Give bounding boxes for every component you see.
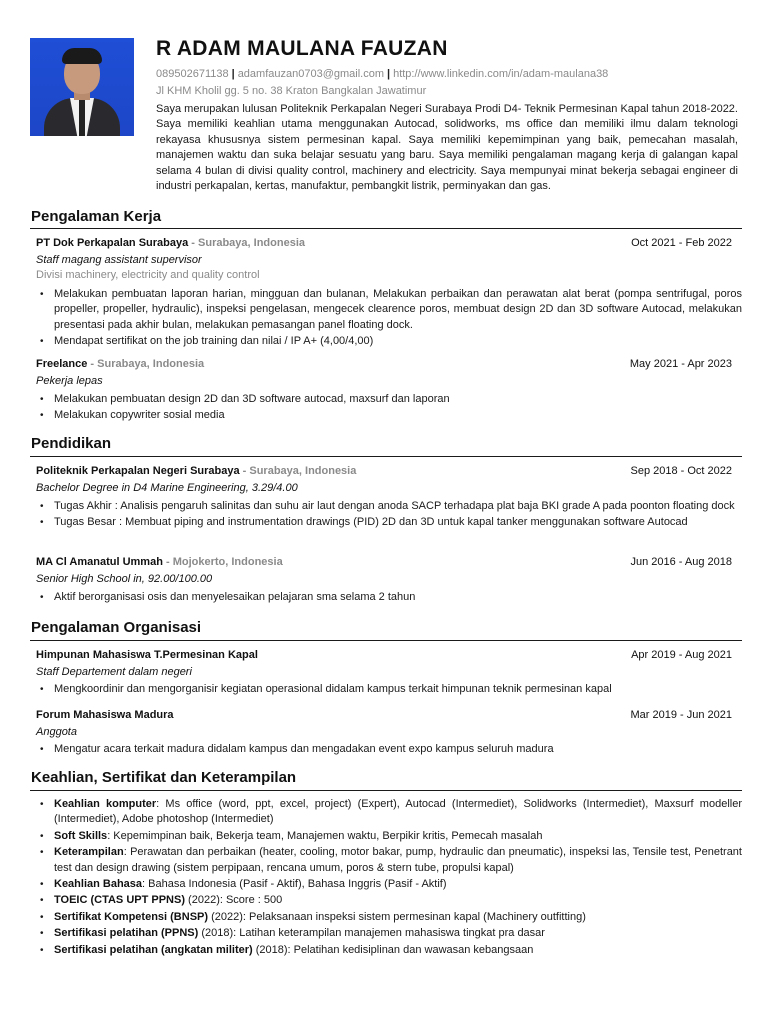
entry-header — [36, 709, 732, 724]
entry-role: Staff Departement dalam negeri — [36, 666, 192, 678]
entry-organization: MA Cl Amanatul Ummah — [36, 556, 163, 568]
entry-bullets — [36, 742, 742, 758]
entry-header — [36, 649, 732, 664]
contact-line — [156, 68, 608, 80]
section-title-education: Pendidikan — [31, 435, 112, 452]
full-name: R ADAM MAULANA FAUZAN — [156, 37, 448, 60]
list-item — [36, 877, 742, 892]
separator: | — [387, 68, 391, 80]
skill-label: Keahlian Bahasa — [54, 878, 143, 891]
entry-organization: PT Dok Perkapalan Surabaya — [36, 237, 189, 249]
list-item: • Tugas Akhir : Analisis pengaruh salinitas dan suhu air laut dengan anoda SACP terhadapa plat baja BKI grade A pada poonton floating dock — [36, 499, 742, 514]
entry-role: Bachelor Degree in D4 Marine Engineering, 3.29/4.00 — [36, 482, 298, 494]
entry-location: - Mojokerto, Indonesia — [162, 556, 283, 568]
entry-location: - Surabaya, Indonesia — [188, 237, 305, 249]
entry-organization: Politeknik Perkapalan Negeri Surabaya — [36, 465, 240, 477]
entry-date: Sep 2018 - Oct 2022 — [630, 465, 732, 477]
section-divider — [30, 640, 742, 641]
section-title-skills: Keahlian, Sertifikat dan Keterampilan — [31, 769, 297, 786]
entry-date: May 2021 - Apr 2023 — [629, 358, 732, 370]
entry-bullets — [36, 392, 742, 425]
entry-role: Anggota — [36, 726, 77, 738]
skill-label: Soft Skills — [54, 829, 108, 842]
skill-text: (2022): Pelaksanaan inspeksi sistem permesinan kapal (Machinery outfitting) — [208, 910, 586, 923]
list-item — [36, 893, 742, 908]
section-divider — [30, 228, 742, 229]
entry-bullets — [36, 287, 742, 351]
list-item — [36, 845, 742, 876]
email-link[interactable]: adamfauzan0703@gmail.com — [237, 68, 384, 80]
entry-bullets — [36, 499, 742, 532]
list-item: • Mendapat sertifikat on the job training dan nilai / IP A+ (4,00/4,00) — [36, 334, 742, 349]
entry-organization: Freelance — [36, 358, 88, 370]
skill-text: : Ms office (word, ppt, excel, project) (Expert), Autocad (Intermediet), Solidworks (Intermediet), Maxsurf modeller (Intermediet), Adobe photoshop (Intermediet) — [54, 798, 742, 826]
skill-label: Sertifikasi pelatihan (PPNS) — [54, 927, 199, 940]
list-item — [36, 926, 742, 941]
profile-summary: Saya merupakan lulusan Politeknik Perkapalan Negeri Surabaya Prodi D4- Teknik Permesinan Kapal tahun 2018-2022. Saya memiliki keahlian utama menggunakan Autocad, solidworks, ms office dan memiliki ilmu dalam teknologi rekayasa khususnya sistem permesinan kapal. Saya memiliki kepemimpinan yang baik, pemecahan masalah, manajemen waktu dan suka belajar sesuatu yang baru. Saya memiliki pengalaman magang kerja di galangan kapal selama 4 bulan di divisi quality control, machinery and electricity. Saya mempunyai minat bekerja sebagai engineer di industri perkapalan, kertas, manufaktur, pembangkit listrik, perminyakan dan gas. — [156, 103, 738, 193]
skill-text: (2018): Latihan keterampilan manajemen mahasiswa tingkat pra dasar — [198, 927, 545, 940]
skills-list — [36, 797, 742, 959]
phone: 089502671138 — [156, 68, 229, 80]
entry-location: - Surabaya, Indonesia — [239, 465, 357, 477]
list-item — [36, 797, 742, 828]
skill-text: : Kepemimpinan baik, Bekerja team, Manajemen waktu, Berpikir kritis, Pemecah masalah — [107, 829, 543, 842]
list-item: • Aktif berorganisasi osis dan menyelesaikan pelajaran sma selama 2 tahun — [36, 590, 742, 605]
entry-date: Mar 2019 - Jun 2021 — [630, 709, 732, 721]
entry-organization: Himpunan Mahasiswa T.Permesinan Kapal — [36, 649, 258, 661]
entry-header — [36, 556, 732, 571]
entry-bullets — [36, 590, 742, 606]
list-item: • Tugas Besar : Membuat piping and instrumentation drawings (PID) 2D dan 3D untuk kapal tanker menggunakan software Autocad — [36, 515, 742, 530]
entry-location: - Surabaya, Indonesia — [87, 358, 205, 370]
entry-header — [36, 237, 732, 252]
entry-role: Senior High School in, 92.00/100.00 — [36, 573, 213, 585]
separator: | — [231, 68, 235, 80]
list-item — [36, 910, 742, 925]
skill-label: Keterampilan — [54, 846, 124, 859]
entry-date: Apr 2019 - Aug 2021 — [631, 649, 732, 661]
entry-header — [36, 358, 732, 373]
skill-label: TOEIC (CTAS UPT PPNS) — [54, 894, 185, 907]
section-title-experience: Pengalaman Kerja — [31, 208, 162, 225]
profile-photo — [30, 38, 134, 136]
address: Jl KHM Kholil gg. 5 no. 38 Kraton Bangkalan Jawatimur — [156, 85, 427, 97]
list-item: • Melakukan pembuatan laporan harian, mingguan dan bulanan, Melakukan perbaikan dan perawatan alat berat (pompa sentrifugal, poros propeller, propeller, hydraulic), inspeksi pengelasan, mengecek clearence poros, membuat design 2D dan 3D software Autocad, melakukan presentasi pada akhir bulan, melakukan pemasangan panel floating dock. — [36, 287, 742, 333]
skill-label: Sertifikat Kompetensi (BNSP) — [54, 910, 209, 923]
skill-label: Keahlian komputer — [54, 798, 157, 810]
section-divider — [30, 456, 742, 457]
list-item: • Mengatur acara terkait madura didalam kampus dan mengadakan event expo kampus seluruh madura — [36, 742, 742, 757]
list-item — [36, 943, 742, 958]
skill-text: (2018): Pelatihan kedisiplinan dan wawasan kebangsaan — [252, 943, 534, 956]
skill-text: (2022): Score : 500 — [185, 894, 283, 907]
entry-header — [36, 465, 732, 480]
list-item: • Mengkoordinir dan mengorganisir kegiatan operasional didalam kampus terkait himpunan teknik permesinan kapal — [36, 682, 742, 697]
skill-label: Sertifikasi pelatihan (angkatan militer) — [54, 943, 253, 956]
entry-date: Jun 2016 - Aug 2018 — [630, 556, 732, 568]
list-item — [36, 829, 742, 844]
section-divider — [30, 790, 742, 791]
linkedin-link[interactable]: http://www.linkedin.com/in/adam-maulana38 — [393, 68, 609, 80]
list-item: • Melakukan pembuatan design 2D dan 3D software autocad, maxsurf dan laporan — [36, 392, 742, 407]
list-item: • Melakukan copywriter sosial media — [36, 408, 742, 423]
entry-role: Staff magang assistant supervisor — [36, 254, 202, 266]
entry-organization: Forum Mahasiswa Madura — [36, 709, 174, 721]
section-title-organization: Pengalaman Organisasi — [31, 619, 202, 636]
skill-text: : Bahasa Indonesia (Pasif - Aktif), Bahasa Inggris (Pasif - Aktif) — [142, 878, 447, 891]
entry-date: Oct 2021 - Feb 2022 — [631, 237, 732, 249]
entry-role: Pekerja lepas — [36, 375, 103, 387]
entry-bullets — [36, 682, 742, 698]
skill-text: : Perawatan dan perbaikan (heater, cooling, motor bakar, pump, hydraulic dan pneumatic), inspeksi las, Tensile test, Penetrant test dan design drawing (sistem perpipaan, rencana umum, poros & stern tube, propulsi kapal) — [54, 846, 742, 874]
entry-department: Divisi machinery, electricity and quality control — [36, 269, 260, 281]
